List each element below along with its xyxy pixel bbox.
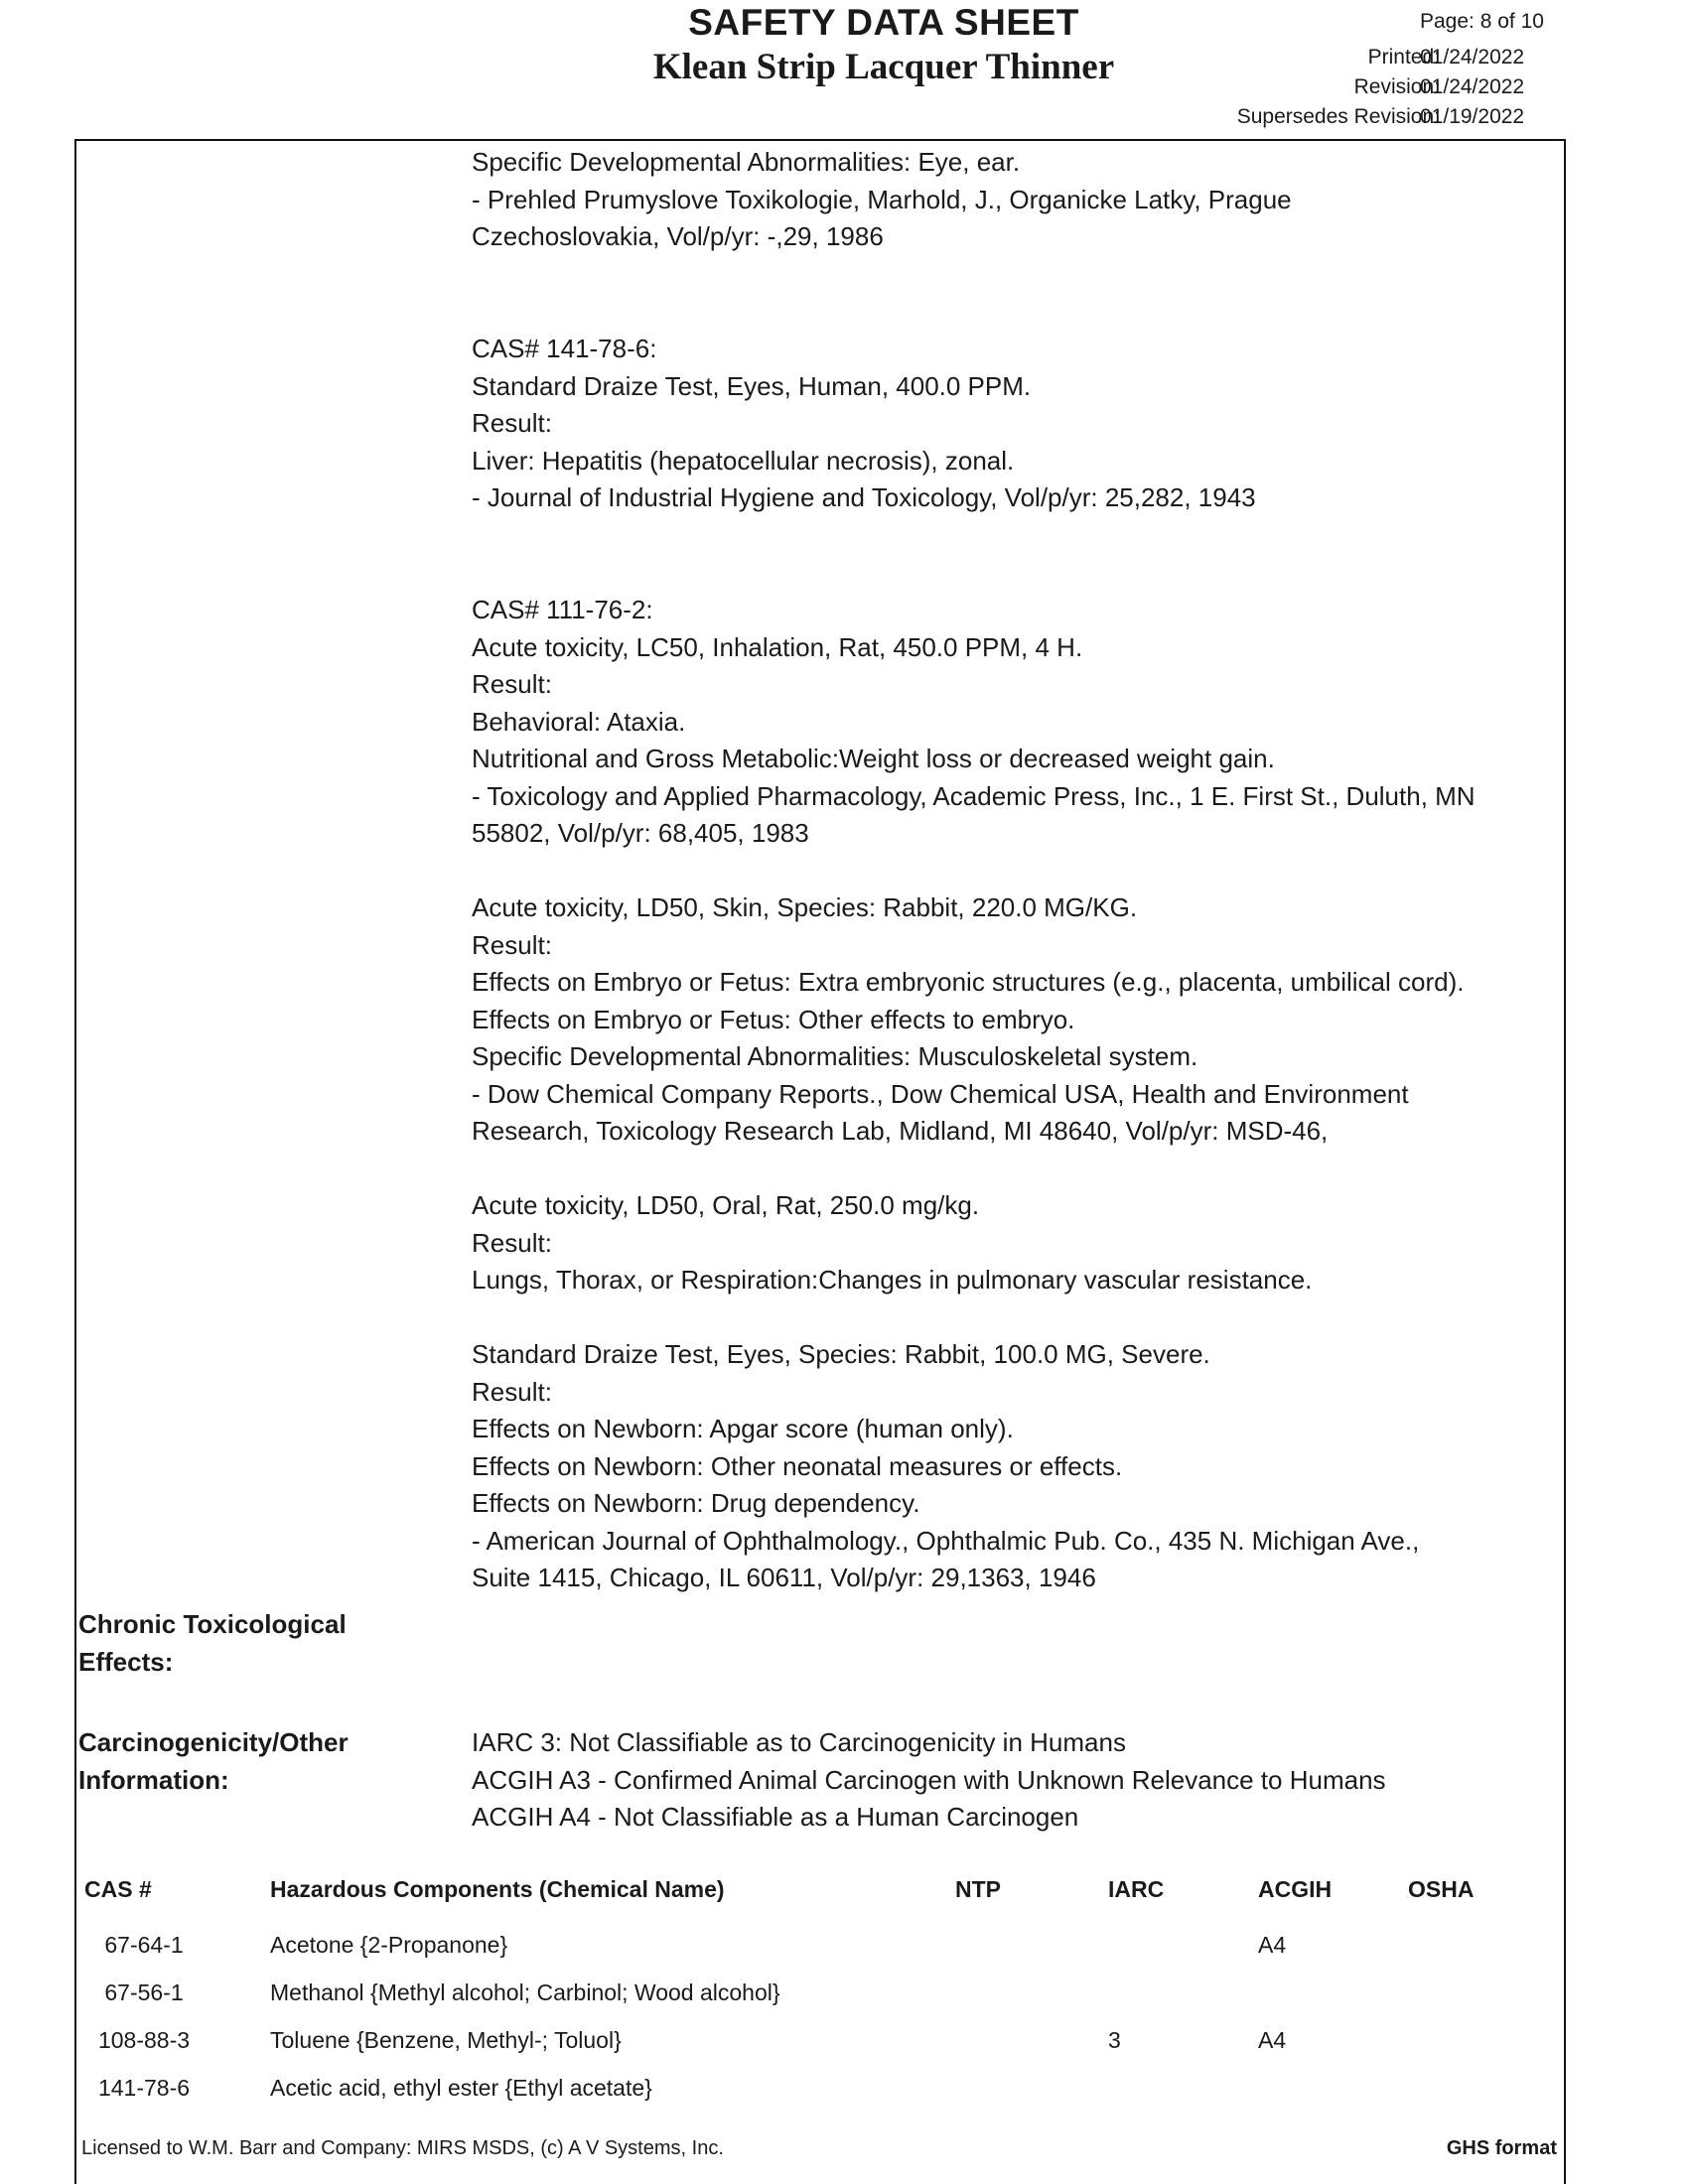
text-line: Nutritional and Gross Metabolic:Weight loss or decreased weight gain.: [472, 744, 1275, 773]
tox-block-2: [472, 331, 1564, 517]
text-line: Result:: [472, 929, 552, 960]
printed-label: Printed:: [1367, 46, 1440, 68]
tox-block-3: [472, 592, 1564, 1597]
text-line: Specific Developmental Abnormalities: Eye, ear.: [472, 147, 1021, 177]
text-line: - Prehled Prumyslove Toxikologie, Marhold, J., Organicke Latky, Prague: [472, 184, 1292, 214]
text-line: [472, 1299, 1564, 1337]
document-title: SAFETY DATA SHEET: [688, 2, 1079, 43]
text-line: Standard Draize Test, Eyes, Human, 400.0 PPM.: [472, 370, 1032, 401]
product-name: Klean Strip Lacquer Thinner: [652, 47, 1115, 87]
text-line: 55802, Vol/p/yr: 68,405, 1983: [472, 818, 809, 848]
col-header-name: Hazardous Components (Chemical Name): [270, 1876, 725, 1902]
text-line: Behavioral: Ataxia.: [472, 706, 686, 737]
text-line: ACGIH A3 - Confirmed Animal Carcinogen with Unknown Relevance to Humans: [472, 1764, 1386, 1795]
cell-acgih: A4: [1258, 1932, 1287, 1958]
text-line: Czechoslovakia, Vol/p/yr: -,29, 1986: [472, 221, 884, 251]
cell-name: Toluene {Benzene, Methyl-; Toluol}: [270, 2027, 622, 2053]
supersedes-value: 01/19/2022: [1420, 105, 1525, 128]
text-line: Effects on Newborn: Other neonatal measures or effects.: [472, 1450, 1123, 1481]
cell-cas: 67-56-1: [104, 1979, 184, 2005]
text-line: Lungs, Thorax, or Respiration:Changes in pulmonary vascular resistance.: [472, 1265, 1313, 1295]
cell-name: Methanol {Methyl alcohol; Carbinol; Wood alcohol}: [270, 1979, 780, 2005]
text-line: Result:: [472, 1227, 552, 1258]
text-line: Effects on Embryo or Fetus: Other effects to embryo.: [472, 1004, 1075, 1034]
text-line: - Toxicology and Applied Pharmacology, Academic Press, Inc., 1 E. First St., Duluth, MN: [472, 780, 1476, 811]
text-line: ACGIH A4 - Not Classifiable as a Human Carcinogen: [472, 1802, 1079, 1832]
printed-row: [0, 46, 1688, 71]
text-line: Acute toxicity, LD50, Oral, Rat, 250.0 mg/kg.: [472, 1190, 980, 1220]
col-header-ntp: NTP: [955, 1876, 1001, 1902]
text-line: Acute toxicity, LC50, Inhalation, Rat, 450.0 PPM, 4 H.: [472, 631, 1083, 662]
license-text: Licensed to W.M. Barr and Company: MIRS MSDS, (c) A V Systems, Inc.: [81, 2137, 724, 2159]
text-line: Standard Draize Test, Eyes, Species: Rabbit, 100.0 MG, Severe.: [472, 1339, 1210, 1369]
label-line: Carcinogenicity/Other: [78, 1727, 349, 1757]
text-line: Specific Developmental Abnormalities: Musculoskeletal system.: [472, 1041, 1198, 1071]
cell-name: Acetic acid, ethyl ester {Ethyl acetate}: [270, 2075, 652, 2101]
text-line: CAS# 111-76-2:: [472, 595, 653, 624]
text-line: Effects on Newborn: Apgar score (human only).: [472, 1414, 1014, 1443]
col-header-acgih: ACGIH: [1258, 1876, 1333, 1902]
text-line: [472, 853, 1564, 890]
text-line: Acute toxicity, LD50, Skin, Species: Rabbit, 220.0 MG/KG.: [472, 892, 1138, 922]
carcinogenicity-text: [472, 1724, 1564, 1837]
col-header-osha: OSHA: [1408, 1876, 1475, 1902]
cell-cas: 141-78-6: [97, 2075, 191, 2101]
revision-value: 01/24/2022: [1420, 75, 1525, 98]
text-line: [472, 1151, 1564, 1188]
revision-label: Revision:: [1353, 75, 1440, 98]
page-number: Page: 8 of 10: [1420, 10, 1544, 33]
format-label: GHS format: [1446, 2137, 1557, 2159]
cell-cas: 67-64-1: [104, 1932, 184, 1958]
text-line: Effects on Embryo or Fetus: Extra embryonic structures (e.g., placenta, umbilical cord).: [472, 967, 1465, 997]
supersedes-row: [0, 105, 1688, 131]
text-line: Liver: Hepatitis (hepatocellular necrosis), zonal.: [472, 445, 1015, 476]
carcinogenicity-label: [78, 1724, 349, 1799]
cell-name: Acetone {2-Propanone}: [270, 1932, 508, 1958]
label-line: Effects:: [78, 1646, 174, 1677]
text-line: CAS# 141-78-6:: [472, 334, 657, 363]
text-line: Result:: [472, 1376, 552, 1407]
chronic-effects-label: [78, 1606, 347, 1681]
text-line: Research, Toxicology Research Lab, Midland, MI 48640, Vol/p/yr: MSD-46,: [472, 1116, 1329, 1146]
tox-block-1: [472, 144, 1564, 256]
revision-row: [0, 75, 1688, 101]
cell-iarc: 3: [1108, 2027, 1121, 2053]
col-header-cas: CAS #: [84, 1876, 152, 1902]
printed-value: 01/24/2022: [1420, 46, 1525, 68]
text-line: Effects on Newborn: Drug dependency.: [472, 1488, 920, 1518]
label-line: Information:: [78, 1764, 229, 1795]
text-line: - Dow Chemical Company Reports., Dow Chemical USA, Health and Environment: [472, 1078, 1409, 1109]
text-line: Result:: [472, 408, 552, 438]
text-line: - Journal of Industrial Hygiene and Toxicology, Vol/p/yr: 25,282, 1943: [472, 482, 1256, 512]
cell-cas: 108-88-3: [97, 2027, 191, 2053]
text-line: - American Journal of Ophthalmology., Ophthalmic Pub. Co., 435 N. Michigan Ave.,: [472, 1525, 1420, 1556]
label-line: Chronic Toxicological: [78, 1609, 347, 1639]
text-line: IARC 3: Not Classifiable as to Carcinogenicity in Humans: [472, 1727, 1126, 1757]
supersedes-label: Supersedes Revision:: [1236, 105, 1440, 128]
cell-acgih: A4: [1258, 2027, 1287, 2053]
text-line: Suite 1415, Chicago, IL 60611, Vol/p/yr: 29,1363, 1946: [472, 1563, 1096, 1592]
text-line: Result:: [472, 669, 552, 699]
col-header-iarc: IARC: [1108, 1876, 1165, 1902]
